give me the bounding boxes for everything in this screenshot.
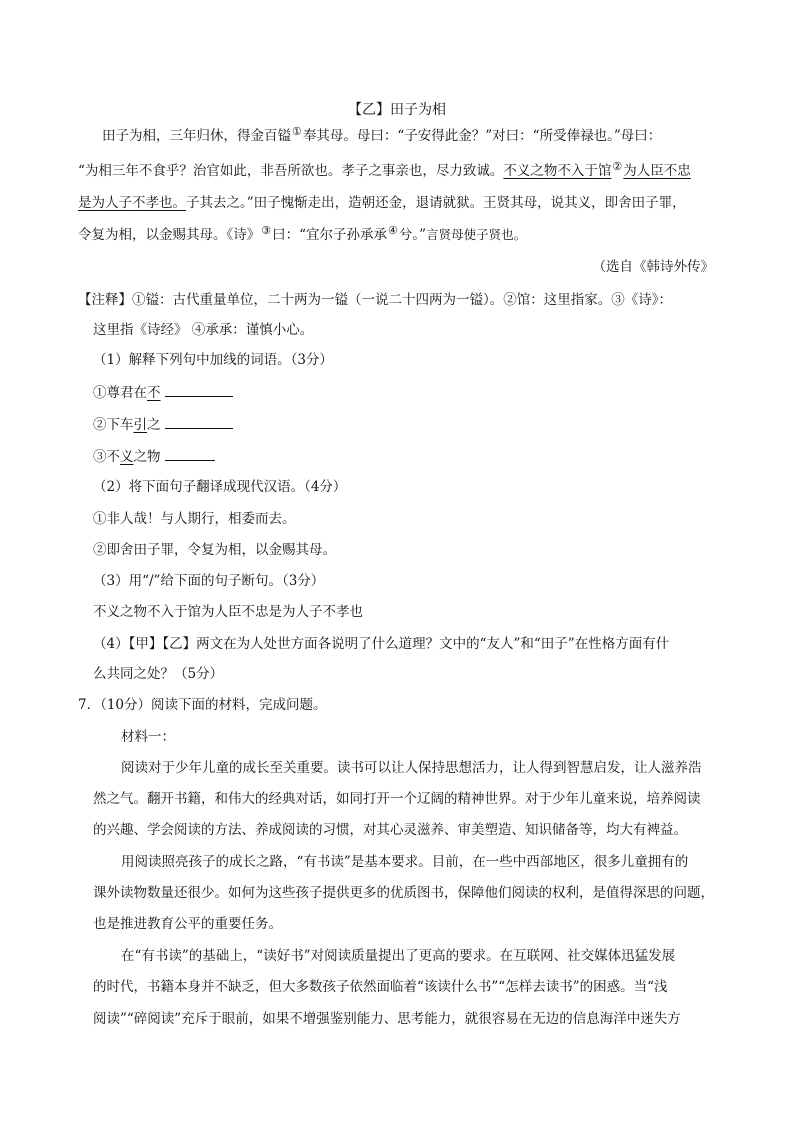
passage-line-4	[78, 225, 526, 246]
question-1-stem: （1）解释下列句中加线的词语。（3分）	[93, 352, 333, 368]
item-text: 之	[147, 417, 161, 433]
material-paragraph-2-line: 课外读物数量还很少。如何为这些孩子提供更多的优质图书，保障他们阅读的权利，是值得深思的问题，	[93, 885, 714, 901]
notes-line-1: 【注释】①镒：古代重量单位，二十两为一镒（一说二十四两为一镒）。②馆：这里指家。③《诗》：	[78, 292, 672, 308]
question-1-item-c	[93, 446, 215, 467]
passage-text: “为相三年不食乎？治官如此，非吾所欲也。孝子之事亲也，尽力致诚。	[78, 163, 504, 179]
passage-text: 言贤母使子贤也。	[426, 227, 527, 242]
passage-text: 子其去之。”田子愧惭走出，造朝还金，退请就狱。王贤其母，说其义，即舍田子罪，	[186, 195, 686, 211]
passage-text: 田子为相，三年归休，得金百镒	[102, 128, 291, 144]
passage-line-2	[78, 161, 691, 182]
material-paragraph-3-line: 在“有书读”的基础上，“读好书”对阅读质量提出了更高的要求。在互联网、社交媒体迅猛发展	[121, 948, 676, 964]
passage-text: 令复为相，以金赐其母。《诗》	[78, 227, 261, 243]
marked-word: 引	[133, 417, 147, 433]
passage-title: 【乙】田子为相	[348, 102, 446, 118]
underlined-sentence: 不义之物不入于馆	[503, 163, 612, 179]
passage-line-3	[78, 193, 686, 213]
question-7-stem: 7．（10分）阅读下面的材料，完成问题。	[78, 697, 327, 713]
source-citation: （选自《韩诗外传》	[592, 259, 714, 275]
question-3-sentence: 不义之物不入于馆为人臣不忠是为人子不孝也	[93, 604, 363, 620]
underlined-sentence: 是为人子不孝也。	[78, 195, 186, 211]
answer-blank[interactable]	[165, 382, 233, 397]
passage-text: 曰：“宜尔子孙承承	[272, 227, 388, 243]
question-2-item-b: ②即舍田子罪，令复为相，以金赐其母。	[93, 542, 336, 558]
item-text: 之物	[133, 449, 161, 465]
passage-line-1	[102, 126, 661, 147]
material-label: 材料一：	[121, 729, 175, 745]
item-text: ①尊君在	[93, 385, 147, 401]
material-paragraph-3-line: 阅读”“碎阅读”充斥于眼前，如果不增强鉴别能力、思考能力，就很容易在无边的信息海洋中迷失方	[93, 1011, 681, 1027]
marked-word: 不	[147, 385, 161, 401]
material-paragraph-3-line: 的时代，书籍本身并不缺乏，但大多数孩子依然面临着“该读什么书”“怎样去读书”的困惑。当“浅	[93, 979, 668, 995]
question-4-line-2: 么共同之处？（5分）	[93, 666, 224, 682]
question-2-item-a: ①非人哉！与人期行，相委而去。	[93, 511, 296, 527]
material-paragraph-1-line: 阅读对于少年儿童的成长至关重要。读书可以让人保持思想活力，让人得到智慧启发，让人滋养浩	[121, 760, 702, 776]
material-paragraph-1-line: 的兴趣、学会阅读的方法、养成阅读的习惯，对其心灵滋养、审美塑造、知识储备等，均大有裨益。	[93, 822, 687, 838]
item-text: ③不	[93, 449, 120, 465]
footnote-marker: ④	[388, 224, 398, 237]
question-1-item-a	[93, 382, 233, 403]
question-3-stem: （3）用“/”给下面的句子断句。（3分）	[93, 573, 325, 589]
underlined-sentence: 为人臣不忠	[623, 163, 691, 179]
marked-word: 义	[120, 449, 134, 465]
question-4-line-1: （4）【甲】【乙】两文在为人处世方面各说明了什么道理？文中的“友人”和“田子”在性格方面有什	[93, 636, 670, 652]
answer-blank[interactable]	[165, 446, 215, 461]
material-paragraph-2-line: 用阅读照亮孩子的成长之路，“有书读”是基本要求。目前，在一些中西部地区，很多儿童拥有的	[121, 854, 689, 870]
footnote-marker: ②	[612, 160, 623, 173]
passage-text: 奉其母。母曰：“子安得此金？”对曰：“所受俸禄也。”母曰：	[302, 128, 662, 144]
question-1-item-b	[93, 414, 233, 435]
material-paragraph-1-line: 然之气。翻开书籍，和伟大的经典对话，如同打开一个辽阔的精神世界。对于少年儿童来说，培养阅读	[93, 791, 701, 807]
notes-line-2: 这里指《诗经》 ④承承：谨慎小心。	[93, 322, 314, 338]
answer-blank[interactable]	[165, 414, 233, 429]
material-paragraph-2-line: 也是推进教育公平的重要任务。	[93, 916, 282, 932]
passage-text: 兮。”	[398, 227, 427, 243]
question-2-stem: （2）将下面句子翻译成现代汉语。（4分）	[93, 479, 347, 495]
item-text: ②下车	[93, 417, 134, 433]
footnote-marker: ①	[292, 125, 302, 138]
footnote-marker: ③	[261, 224, 272, 237]
